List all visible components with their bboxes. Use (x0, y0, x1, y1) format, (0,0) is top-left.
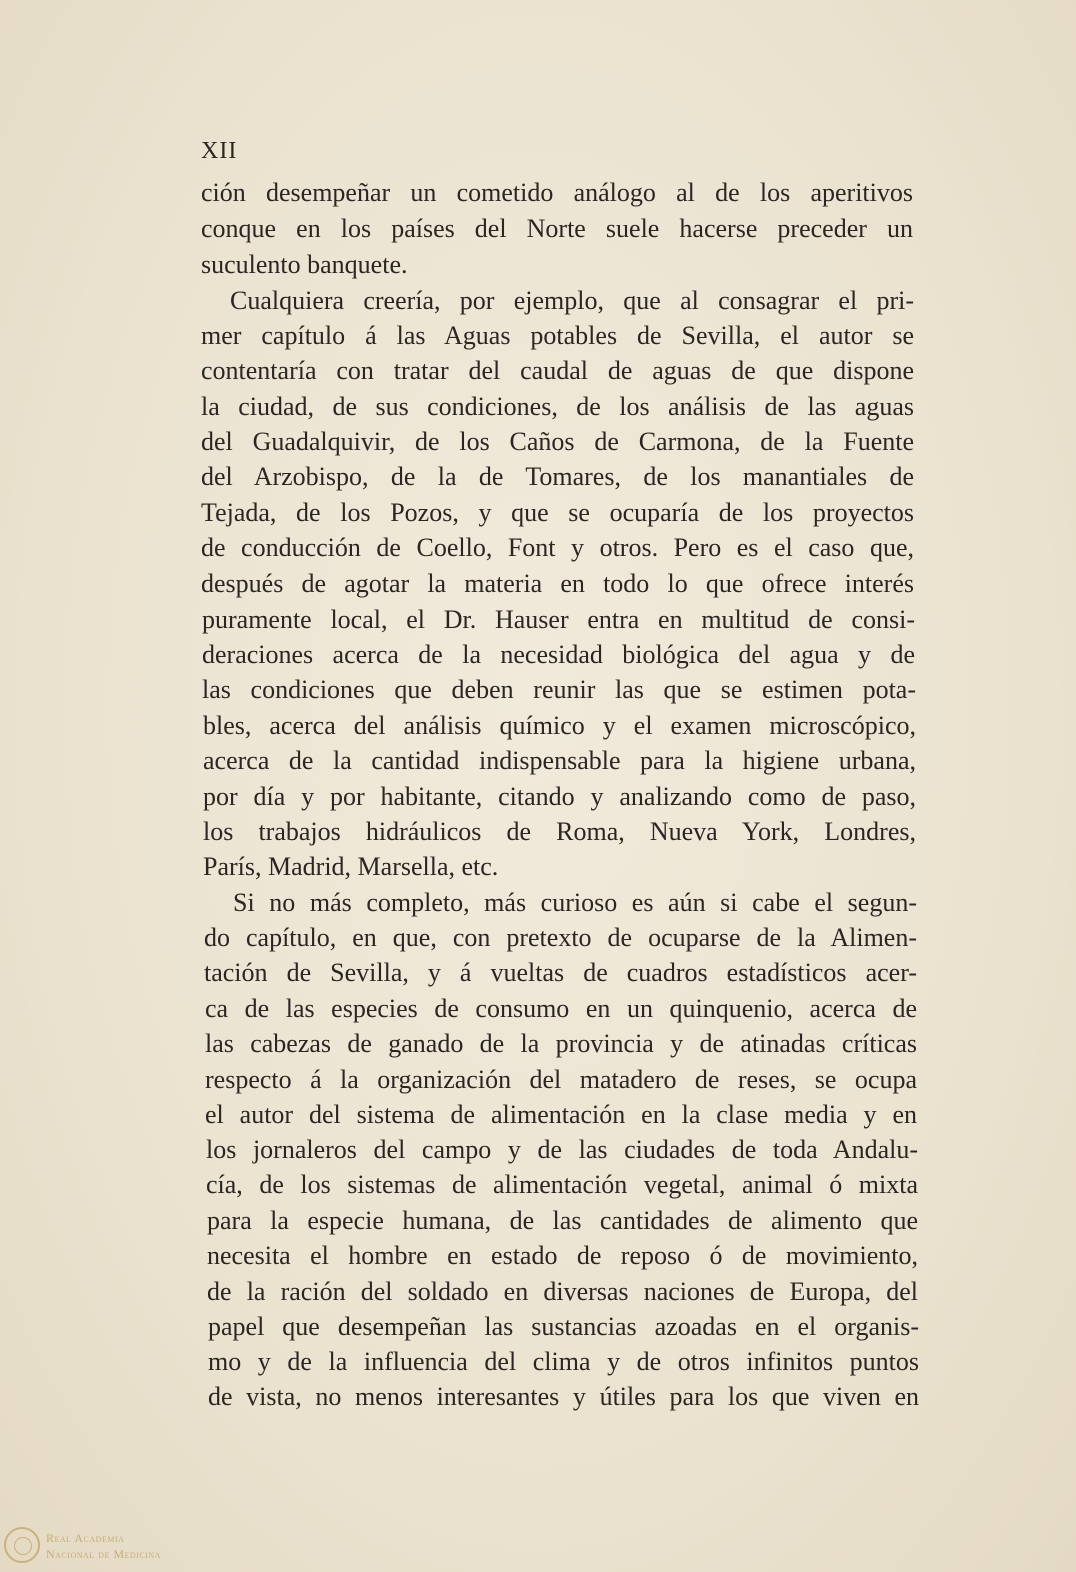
text-line: papel que desempeñan las sustancias azoadas en el organis- (208, 1312, 919, 1341)
text-line: de conducción de Coello, Font y otros. Pero es el caso que, (201, 533, 914, 562)
text-line: acerca de la cantidad indispensable para la higiene urbana, (203, 746, 916, 775)
text-line: el autor del sistema de alimentación en la clase media y en (205, 1100, 917, 1129)
text-line: para la especie humana, de las cantidades de alimento que (207, 1206, 918, 1235)
text-line: de vista, no menos interesantes y útiles para los que viven en (208, 1382, 919, 1411)
text-line: do capítulo, en que, con pretexto de ocuparse de la Alimen- (204, 923, 917, 952)
text-line: mer capítulo á las Aguas potables de Sevilla, el autor se (201, 321, 914, 350)
text-line: de la ración del soldado en diversas naciones de Europa, del (207, 1277, 918, 1306)
text-line: deraciones acerca de la necesidad biológica del agua y de (202, 640, 915, 669)
text-line: contentaría con tratar del caudal de aguas de que dispone (201, 356, 914, 385)
text-line: los trabajos hidráulicos de Roma, Nueva York, Londres, (203, 817, 916, 846)
stamp-line-2: Nacional de Medicina (46, 1547, 161, 1561)
text-line: por día y por habitante, citando y analizando como de paso, (203, 782, 916, 811)
text-line: Cualquiera creería, por ejemplo, que al consagrar el pri- (230, 286, 914, 315)
text-line: los jornaleros del campo y de las ciudades de toda Andalu- (206, 1135, 918, 1164)
text-line: conque en los países del Norte suele hacerse preceder un (201, 214, 913, 243)
text-line: suculento banquete. (201, 250, 408, 279)
text-line: ca de las especies de consumo en un quinquenio, acerca de (205, 994, 917, 1023)
text-line: mo y de la influencia del clima y de otros infinitos puntos (208, 1347, 919, 1376)
text-line: las condiciones que deben reunir las que se estimen pota- (202, 675, 916, 704)
text-line: cía, de los sistemas de alimentación vegetal, animal ó mixta (206, 1170, 918, 1199)
text-line: las cabezas de ganado de la provincia y de atinadas críticas (205, 1029, 917, 1058)
text-line: puramente local, el Dr. Hauser entra en multitud de consi- (202, 605, 915, 634)
page-number: XII (201, 138, 238, 164)
text-line: después de agotar la materia en todo lo que ofrece interés (201, 569, 914, 598)
text-line: del Guadalquivir, de los Caños de Carmona, de la Fuente (201, 427, 914, 456)
text-line: del Arzobispo, de la de Tomares, de los manantiales de (201, 462, 914, 491)
text-line: ción desempeñar un cometido análogo al de los aperitivos (201, 178, 913, 207)
stamp-line-1: Real Academia (46, 1531, 125, 1545)
text-line: Si no más completo, más curioso es aún si cabe el segun- (233, 888, 917, 917)
library-stamp (2, 1524, 192, 1570)
text-line: Tejada, de los Pozos, y que se ocuparía de los proyectos (201, 498, 914, 527)
text-line: la ciudad, de sus condiciones, de los análisis de las aguas (201, 392, 914, 421)
seal-icon (4, 1527, 40, 1563)
text-line: respecto á la organización del matadero de reses, se ocupa (205, 1065, 917, 1094)
text-line: tación de Sevilla, y á vueltas de cuadros estadísticos acer- (204, 958, 917, 987)
text-line: necesita el hombre en estado de reposo ó de movimiento, (207, 1241, 918, 1270)
text-line: París, Madrid, Marsella, etc. (203, 852, 499, 881)
text-line: bles, acerca del análisis químico y el examen microscópico, (203, 711, 916, 740)
